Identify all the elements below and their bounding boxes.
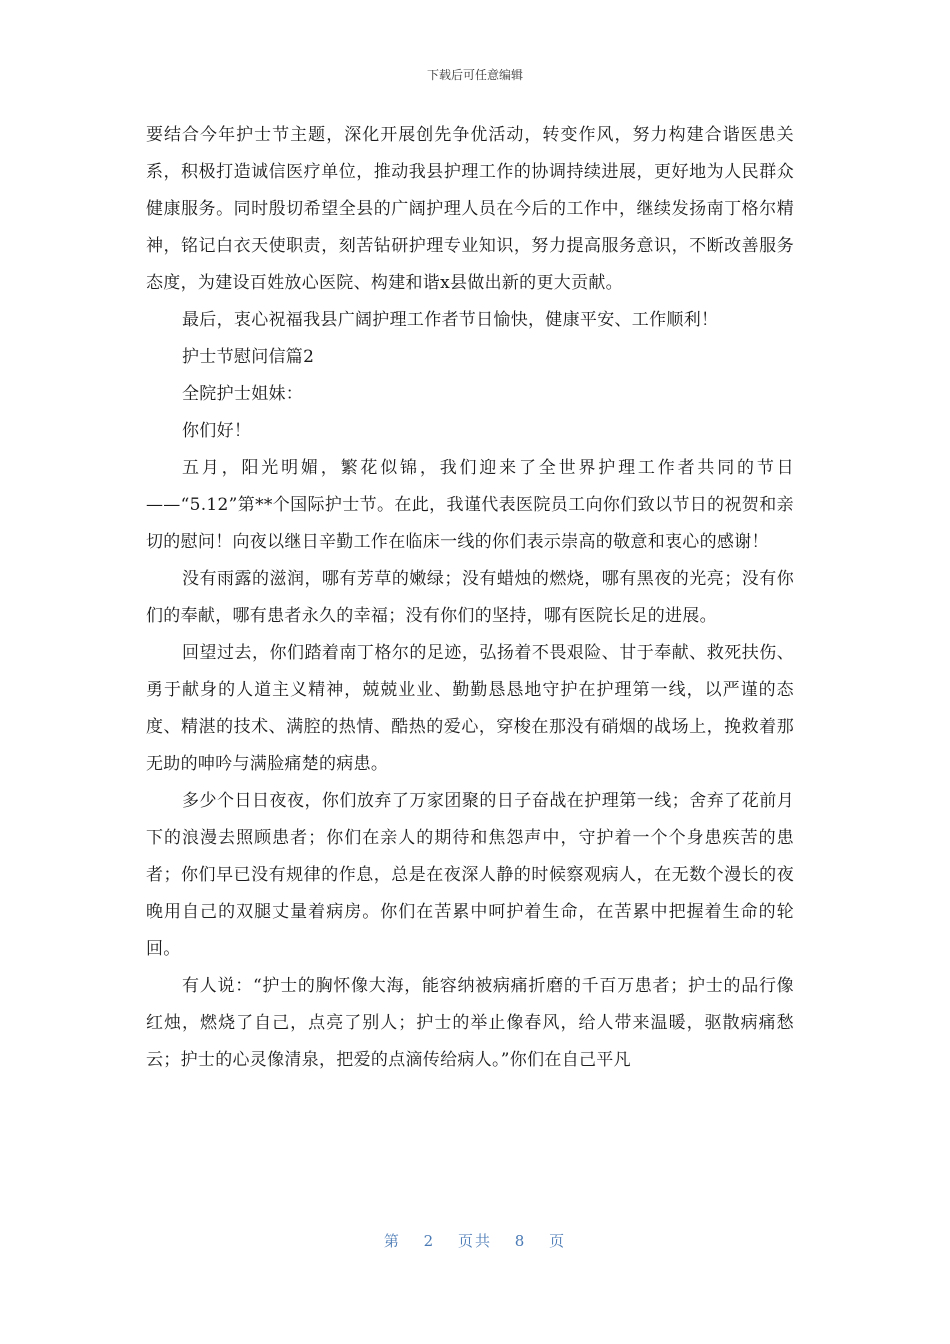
page-number-footer: 第 2 页共 8 页 xyxy=(383,1232,567,1250)
document-body xyxy=(146,117,794,1079)
paragraph: 没有雨露的滋润，哪有芳草的嫩绿；没有蜡烛的燃烧，哪有黑夜的光亮；没有你们的奉献，哪有患者永久的幸福；没有你们的坚持，哪有医院长足的进展。 xyxy=(146,569,794,626)
paragraph: 要结合今年护士节主题，深化开展创先争优活动，转变作风，努力构建合谐医患关系，积极打造诚信医疗单位，推动我县护理工作的协调持续进展，更好地为人民群众健康服务。同时殷切希望全县的广阔护理人员在今后的工作中，继续发扬南丁格尔精神，铭记白衣天使职责，刻苦钻研护理专业知识，努力提高服务意识，不断改善服务态度，为建设百姓放心医院、构建和谐x县做出新的更大贡献。 xyxy=(146,125,794,293)
paragraph: 五月，阳光明媚，繁花似锦，我们迎来了全世界护理工作者共同的节日——“5.12”第**个国际护士节。在此，我谨代表医院员工向你们致以节日的祝贺和亲切的慰问！向夜以继日辛勤工作在临床一线的你们表示崇高的敬意和衷心的感谢！ xyxy=(146,458,794,552)
paragraph: 有人说：“护士的胸怀像大海，能容纳被病痛折磨的千百万患者；护士的品行像红烛，燃烧了自己，点亮了别人；护士的举止像春风，给人带来温暖，驱散病痛愁云；护士的心灵像清泉，把爱的点滴传给病人。”你们在自己平凡 xyxy=(146,976,794,1070)
paragraph: 回望过去，你们踏着南丁格尔的足迹，弘扬着不畏艰险、甘于奉献、救死扶伤、勇于献身的人道主义精神，兢兢业业、勤勤恳恳地守护在护理第一线，以严谨的态度、精湛的技术、满腔的热情、酷热的爱心，穿梭在那没有硝烟的战场上，挽救着那无助的呻吟与满脸痛楚的病患。 xyxy=(146,643,794,774)
paragraph: 多少个日日夜夜，你们放弃了万家团聚的日子奋战在护理第一线；舍弃了花前月下的浪漫去照顾患者；你们在亲人的期待和焦怨声中，守护着一个个身患疾苦的患者；你们早已没有规律的作息，总是在夜深人静的时候察观病人，在无数个漫长的夜晚用自己的双腿丈量着病房。你们在苦累中呵护着生命，在苦累中把握着生命的轮回。 xyxy=(146,791,794,959)
page-header: 下载后可任意编辑 xyxy=(426,68,523,82)
section-title: 护士节慰问信篇2 xyxy=(182,347,315,367)
greeting: 你们好！ xyxy=(182,421,252,441)
paragraph: 最后，衷心祝福我县广阔护理工作者节日愉快，健康平安、工作顺利！ xyxy=(182,310,719,330)
salutation: 全院护士姐妹： xyxy=(182,384,304,404)
